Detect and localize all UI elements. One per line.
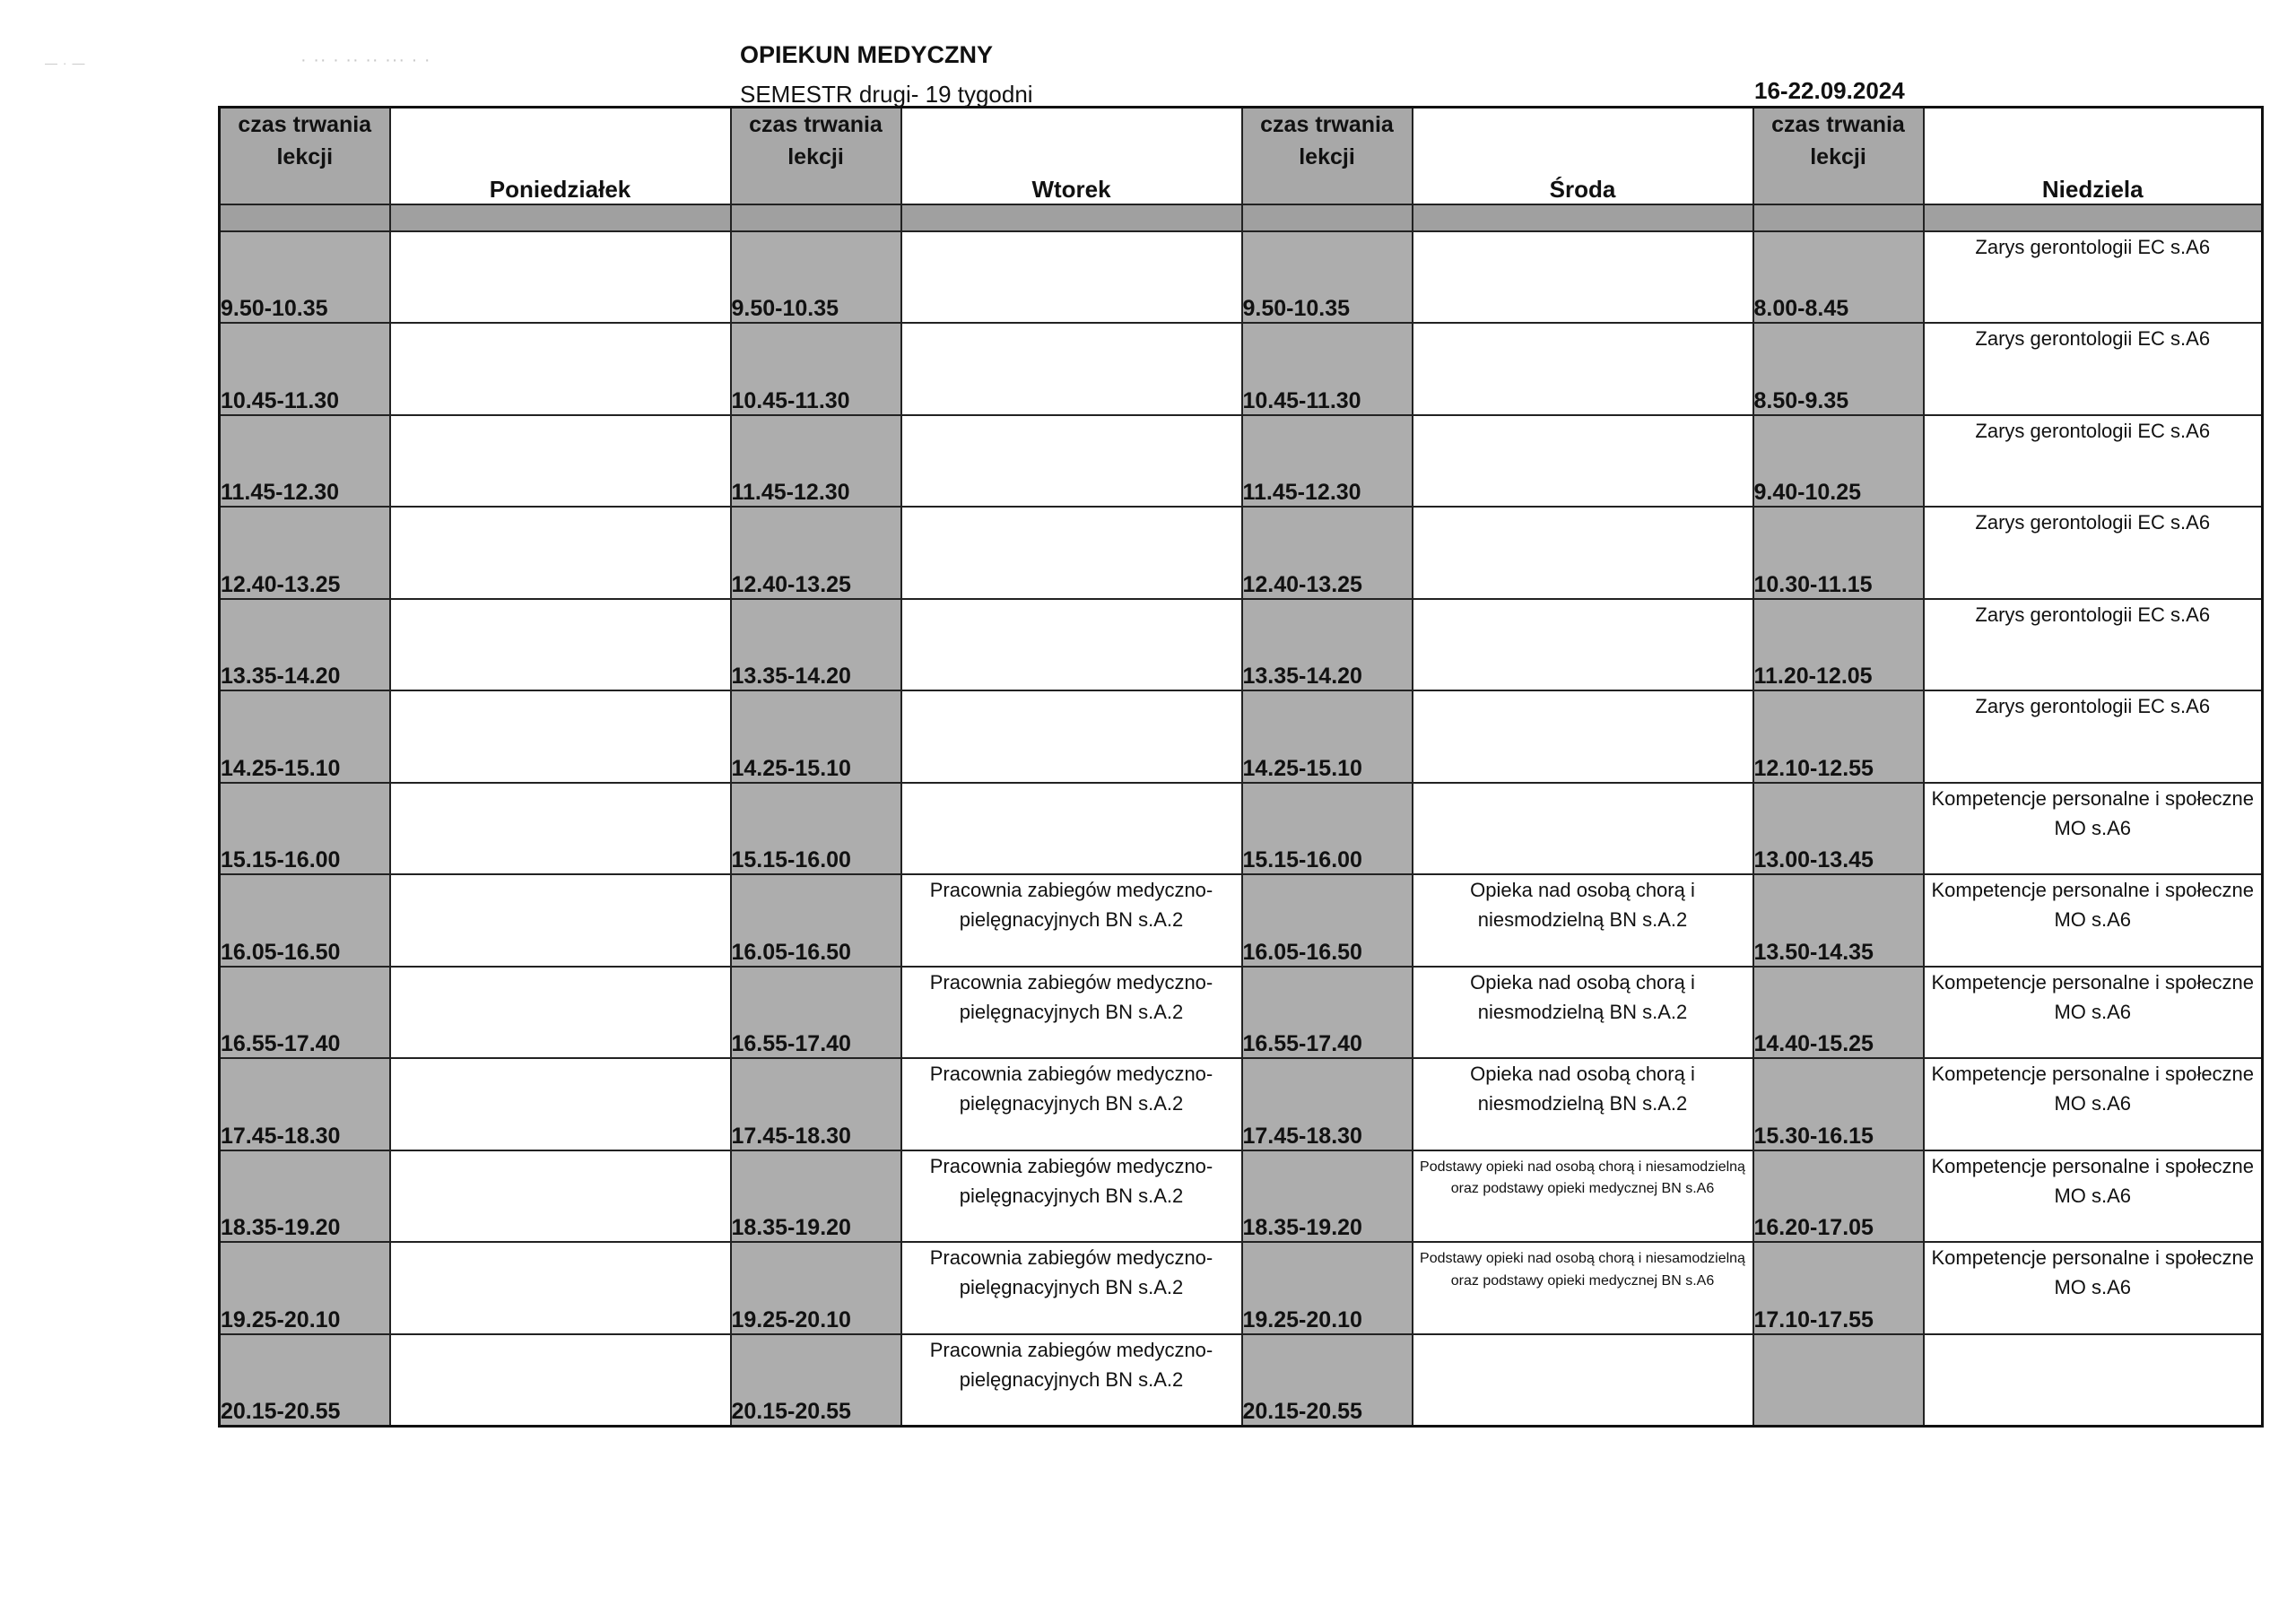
lesson-cell: Pracownia zabiegów medyczno-pielęgnacyjnych BN s.A.2 [901,967,1242,1059]
table-row [220,599,2263,691]
lesson-cell [390,1334,731,1427]
lesson-time: 14.25-15.10 [731,690,901,783]
time-column-header: czas trwania lekcji [220,108,390,204]
time-column-header: czas trwania lekcji [1753,108,1924,204]
lesson-cell [901,323,1242,415]
day-header-wednesday: Środa [1413,108,1753,204]
lesson-cell: Zarys gerontologii EC s.A6 [1924,231,2263,324]
lesson-time: 20.15-20.55 [1242,1334,1413,1427]
lesson-cell: Podstawy opieki nad osobą chorą i niesamodzielną oraz podstawy opieki medycznej BN s.A6 [1413,1242,1753,1334]
scan-artifact: · ·· · ·· ·· ··· · · [300,50,431,70]
lesson-cell [1413,323,1753,415]
lesson-time: 14.25-15.10 [220,690,390,783]
divider-cell [390,204,731,231]
lesson-cell [901,231,1242,324]
lesson-cell: Kompetencje personalne i społeczne MO s.A6 [1924,967,2263,1059]
lesson-time: 18.35-19.20 [1242,1150,1413,1243]
lesson-cell [901,690,1242,783]
lesson-cell: Opieka nad osobą chorą i niesmodzielną BN s.A.2 [1413,967,1753,1059]
lesson-time: 12.40-13.25 [1242,507,1413,599]
lesson-cell [1413,1334,1753,1427]
lesson-cell: Opieka nad osobą chorą i niesmodzielną BN s.A.2 [1413,1058,1753,1150]
header-row [220,108,2263,204]
lesson-time: 9.50-10.35 [220,231,390,324]
page-title: OPIEKUN MEDYCZNY [740,41,994,68]
lesson-cell [1413,415,1753,508]
lesson-cell: Kompetencje personalne i społeczne MO s.A6 [1924,783,2263,875]
lesson-cell: Zarys gerontologii EC s.A6 [1924,323,2263,415]
lesson-cell: Kompetencje personalne i społeczne MO s.A6 [1924,1058,2263,1150]
lesson-time: 12.40-13.25 [731,507,901,599]
lesson-cell [390,1058,731,1150]
table-row [220,1150,2263,1243]
lesson-time: 11.45-12.30 [220,415,390,508]
lesson-cell [1413,690,1753,783]
lesson-time: 13.35-14.20 [220,599,390,691]
lesson-cell [390,874,731,967]
lesson-time: 15.15-16.00 [220,783,390,875]
page-subtitle: SEMESTR drugi- 19 tygodni [740,81,1033,108]
table-row [220,1334,2263,1427]
lesson-time: 9.50-10.35 [731,231,901,324]
table-row [220,231,2263,324]
lesson-time: 18.35-19.20 [731,1150,901,1243]
divider-cell [1753,204,1924,231]
divider-cell [901,204,1242,231]
lesson-cell: Pracownia zabiegów medyczno-pielęgnacyjnych BN s.A.2 [901,1058,1242,1150]
lesson-cell [390,323,731,415]
table-row [220,874,2263,967]
lesson-cell [901,507,1242,599]
lesson-time: 13.35-14.20 [731,599,901,691]
lesson-cell [390,1242,731,1334]
lesson-cell [390,599,731,691]
lesson-time: 8.00-8.45 [1753,231,1924,324]
lesson-time: 16.05-16.50 [1242,874,1413,967]
lesson-cell [901,415,1242,508]
lesson-time: 13.50-14.35 [1753,874,1924,967]
lesson-time: 16.55-17.40 [1242,967,1413,1059]
lesson-cell [1413,599,1753,691]
divider-cell [1924,204,2263,231]
lesson-time: 19.25-20.10 [731,1242,901,1334]
lesson-cell: Opieka nad osobą chorą i niesmodzielną BN s.A.2 [1413,874,1753,967]
lesson-time: 17.45-18.30 [731,1058,901,1150]
lesson-cell [390,231,731,324]
lesson-time: 16.05-16.50 [731,874,901,967]
lesson-cell [1413,507,1753,599]
scan-artifact: — · — [45,56,86,70]
day-header-sunday: Niedziela [1924,108,2263,204]
lesson-cell [1413,783,1753,875]
lesson-time: 12.40-13.25 [220,507,390,599]
lesson-cell: Pracownia zabiegów medyczno-pielęgnacyjnych BN s.A.2 [901,1334,1242,1427]
table-row [220,1058,2263,1150]
lesson-cell [901,783,1242,875]
lesson-cell: Pracownia zabiegów medyczno-pielęgnacyjnych BN s.A.2 [901,1150,1242,1243]
lesson-cell [390,507,731,599]
table-row [220,507,2263,599]
lesson-time: 17.45-18.30 [1242,1058,1413,1150]
lesson-time: 10.45-11.30 [731,323,901,415]
lesson-cell: Zarys gerontologii EC s.A6 [1924,415,2263,508]
lesson-time: 15.15-16.00 [1242,783,1413,875]
divider-cell [731,204,901,231]
lesson-cell: Pracownia zabiegów medyczno-pielęgnacyjnych BN s.A.2 [901,874,1242,967]
lesson-time: 11.45-12.30 [1242,415,1413,508]
divider-cell [1242,204,1413,231]
time-column-header: czas trwania lekcji [1242,108,1413,204]
day-header-monday: Poniedziałek [390,108,731,204]
table-row [220,783,2263,875]
lesson-time: 18.35-19.20 [220,1150,390,1243]
lesson-cell [390,783,731,875]
lesson-cell: Zarys gerontologii EC s.A6 [1924,507,2263,599]
day-header-tuesday: Wtorek [901,108,1242,204]
lesson-time [1753,1334,1924,1427]
lesson-time: 20.15-20.55 [731,1334,901,1427]
lesson-cell: Pracownia zabiegów medyczno-pielęgnacyjnych BN s.A.2 [901,1242,1242,1334]
table-row [220,690,2263,783]
lesson-time: 16.05-16.50 [220,874,390,967]
lesson-cell: Kompetencje personalne i społeczne MO s.A6 [1924,874,2263,967]
schedule-table [218,106,2264,1428]
lesson-time: 14.40-15.25 [1753,967,1924,1059]
table-row [220,415,2263,508]
lesson-cell: Kompetencje personalne i społeczne MO s.A6 [1924,1150,2263,1243]
lesson-cell: Zarys gerontologii EC s.A6 [1924,599,2263,691]
lesson-cell [1413,231,1753,324]
lesson-time: 19.25-20.10 [1242,1242,1413,1334]
time-column-header: czas trwania lekcji [731,108,901,204]
lesson-time: 15.15-16.00 [731,783,901,875]
lesson-cell: Podstawy opieki nad osobą chorą i niesamodzielną oraz podstawy opieki medycznej BN s.A6 [1413,1150,1753,1243]
divider-cell [220,204,390,231]
lesson-cell [390,690,731,783]
lesson-time: 20.15-20.55 [220,1334,390,1427]
lesson-cell: Zarys gerontologii EC s.A6 [1924,690,2263,783]
lesson-time: 11.45-12.30 [731,415,901,508]
lesson-time: 10.30-11.15 [1753,507,1924,599]
lesson-cell: Kompetencje personalne i społeczne MO s.A6 [1924,1242,2263,1334]
lesson-time: 9.50-10.35 [1242,231,1413,324]
lesson-cell [901,599,1242,691]
divider-cell [1413,204,1753,231]
lesson-time: 10.45-11.30 [220,323,390,415]
lesson-time: 8.50-9.35 [1753,323,1924,415]
lesson-time: 10.45-11.30 [1242,323,1413,415]
table-row [220,323,2263,415]
table-row [220,967,2263,1059]
lesson-time: 16.20-17.05 [1753,1150,1924,1243]
lesson-cell [1924,1334,2263,1427]
lesson-time: 16.55-17.40 [220,967,390,1059]
lesson-time: 13.00-13.45 [1753,783,1924,875]
lesson-cell [390,1150,731,1243]
table-row [220,1242,2263,1334]
lesson-cell [390,967,731,1059]
lesson-time: 9.40-10.25 [1753,415,1924,508]
divider-band [220,204,2263,231]
lesson-time: 13.35-14.20 [1242,599,1413,691]
lesson-time: 19.25-20.10 [220,1242,390,1334]
lesson-time: 15.30-16.15 [1753,1058,1924,1150]
lesson-time: 17.10-17.55 [1753,1242,1924,1334]
lesson-cell [390,415,731,508]
lesson-time: 16.55-17.40 [731,967,901,1059]
lesson-time: 17.45-18.30 [220,1058,390,1150]
lesson-time: 11.20-12.05 [1753,599,1924,691]
lesson-time: 12.10-12.55 [1753,690,1924,783]
date-range: 16-22.09.2024 [1754,77,1905,104]
lesson-time: 14.25-15.10 [1242,690,1413,783]
